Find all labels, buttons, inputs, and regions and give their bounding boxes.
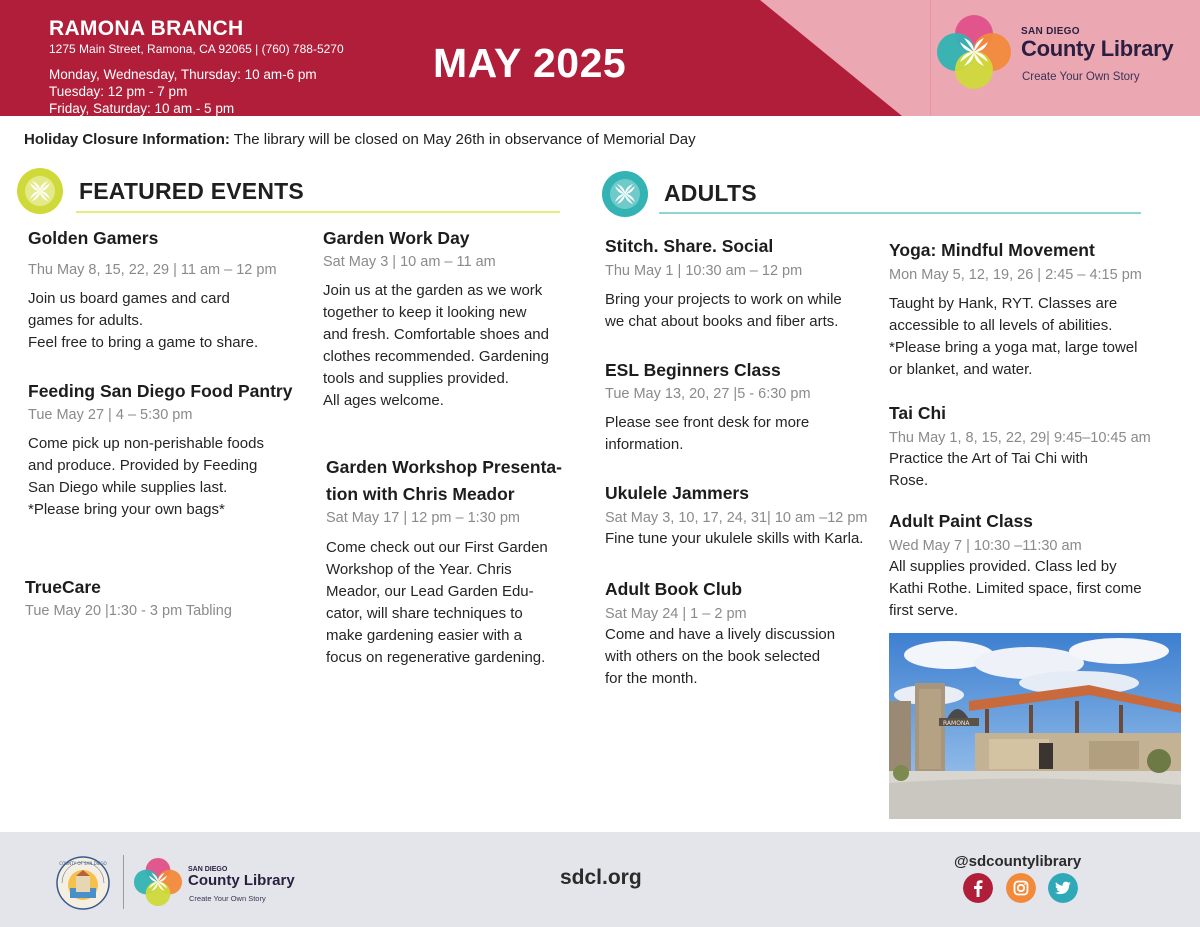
event-title-tai-chi: Tai Chi [889,403,947,423]
desc-line: with others on the book selected [605,648,821,665]
desc-line: games for adults. [28,312,144,329]
desc-line: and produce. Provided by Feeding [28,457,258,474]
event-title-garden-work-day: Garden Work Day [323,228,470,248]
desc-line: we chat about books and fiber arts. [605,313,839,330]
branch-name: RAMONA BRANCH [49,17,244,40]
branch-address: 1275 Main Street, Ramona, CA 92065 | (760) 788-5270 [49,42,344,56]
event-description [889,448,1088,492]
featured-divider [76,211,560,213]
adults-divider [659,212,1141,214]
footer-logo-small-text: SAN DIEGO [188,866,228,873]
desc-line: cator, will share techniques to [326,605,523,622]
event-title-yoga: Yoga: Mindful Movement [889,240,1095,260]
desc-line: Come and have a lively discussion [605,626,836,643]
event-description [28,288,258,354]
desc-line: clothes recommended. Gardening [323,348,549,365]
event-date: Tue May 13, 20, 27 |5 - 6:30 pm [605,386,811,402]
event-date: Sat May 17 | 12 pm – 1:30 pm [326,510,520,526]
desc-line: Come pick up non-perishable foods [28,435,264,452]
event-title-truecare: TrueCare [25,577,101,597]
desc-line: All ages welcome. [323,392,444,409]
event-description [323,280,549,412]
event-date: Sat May 24 | 1 – 2 pm [605,606,747,622]
logo-small-text: SAN DIEGO [1021,26,1080,37]
desc-line: *Please bring a yoga mat, large towel [889,339,1138,356]
adults-flower-icon [601,170,649,218]
event-description [605,289,842,333]
twitter-icon[interactable] [1048,873,1078,903]
desc-line: Meador, our Lead Garden Edu- [326,583,534,600]
desc-line: San Diego while supplies last. [28,479,228,496]
desc-line: first serve. [889,602,959,619]
event-description [605,528,863,550]
event-date: Thu May 1 | 10:30 am – 12 pm [605,263,803,279]
holiday-label: Holiday Closure Information: [24,131,230,148]
desc-line: Kathi Rothe. Limited space, first come [889,580,1142,597]
desc-line: Please see front desk for more [605,414,810,431]
social-handle: @sdcountylibrary [954,853,1082,870]
event-title-golden-gamers: Golden Gamers [28,228,159,248]
header-banner [0,0,1200,116]
featured-flower-icon [16,167,64,215]
event-date: Tue May 27 | 4 – 5:30 pm [28,407,193,423]
desc-line: Bring your projects to work on while [605,291,842,308]
desc-line: All supplies provided. Class led by [889,558,1117,575]
facebook-icon[interactable] [963,873,993,903]
event-date: Thu May 1, 8, 15, 22, 29| 9:45–10:45 am [889,430,1151,446]
hours-line: Friday, Saturday: 10 am - 5 pm [49,101,235,116]
desc-line: Join us board games and card [28,290,230,307]
event-title-book-club: Adult Book Club [605,579,743,599]
event-description [28,433,264,521]
desc-line: Taught by Hank, RYT. Classes are [889,295,1118,312]
adults-title: ADULTS [664,180,757,206]
event-title-ukulele: Ukulele Jammers [605,483,749,503]
desc-line: Rose. [889,472,929,489]
event-date: Sat May 3 | 10 am – 11 am [323,254,496,270]
desc-line: accessible to all levels of abilities. [889,317,1113,334]
hours-line: Monday, Wednesday, Thursday: 10 am-6 pm [49,67,317,82]
event-title-esl: ESL Beginners Class [605,360,781,380]
featured-events-title: FEATURED EVENTS [79,178,304,204]
event-title-food-pantry: Feeding San Diego Food Pantry [28,381,293,401]
instagram-icon[interactable] [1006,873,1036,903]
event-description [605,412,809,456]
desc-line: Come check out our First Garden [326,539,548,556]
desc-line: or blanket, and water. [889,361,1033,378]
hours-line: Tuesday: 12 pm - 7 pm [49,84,188,99]
header-divider [930,0,931,116]
library-flower-logo-icon [934,12,1014,92]
event-date: Thu May 8, 15, 22, 29 | 11 am – 12 pm [28,262,277,278]
desc-line: Workshop of the Year. Chris [326,561,512,578]
event-description [326,537,548,669]
event-description [889,556,1142,622]
desc-line: Practice the Art of Tai Chi with [889,450,1088,467]
event-date: Wed May 7 | 10:30 –11:30 am [889,538,1082,554]
footer-logo-main-text: County Library [188,872,295,889]
event-description [889,293,1137,381]
holiday-text: The library will be closed on May 26th in observance of Memorial Day [229,131,696,148]
event-description [605,624,835,690]
desc-line: together to keep it looking new [323,304,527,321]
desc-line: information. [605,436,684,453]
footer-separator [123,855,124,909]
desc-line: Join us at the garden as we work [323,282,543,299]
desc-line: *Please bring your own bags* [28,501,225,518]
desc-line: for the month. [605,670,698,687]
logo-tagline: Create Your Own Story [1022,71,1140,83]
title-line: Garden Workshop Presenta- [326,457,562,477]
photo-sign-text: RAMONA [943,720,970,727]
logo-main-text: County Library [1021,36,1174,61]
website-link[interactable]: sdcl.org [560,866,642,889]
event-date: Tue May 20 |1:30 - 3 pm Tabling [25,603,232,619]
event-title-paint-class: Adult Paint Class [889,511,1033,531]
event-date: Mon May 5, 12, 19, 26 | 2:45 – 4:15 pm [889,267,1142,283]
month-title: MAY 2025 [433,40,627,86]
library-building-photo [889,633,1181,819]
county-seal-icon [56,856,110,910]
desc-line: tools and supplies provided. [323,370,509,387]
event-title-stitch-share: Stitch. Share. Social [605,236,774,256]
footer-library-logo-icon [132,856,184,908]
seal-text: COUNTY OF SAN DIEGO [59,861,107,866]
footer-logo-tagline: Create Your Own Story [189,894,266,903]
desc-line: focus on regenerative gardening. [326,649,546,666]
desc-line: Feel free to bring a game to share. [28,334,259,351]
holiday-closure-notice [24,131,696,148]
desc-line: and fresh. Comfortable shoes and [323,326,549,343]
title-line: tion with Chris Meador [326,484,515,504]
desc-line: Fine tune your ukulele skills with Karla. [605,530,864,547]
event-date: Sat May 3, 10, 17, 24, 31| 10 am –12 pm [605,510,868,526]
desc-line: make gardening easier with a [326,627,522,644]
branch-hours [49,66,317,116]
event-title-garden-workshop [326,454,562,508]
